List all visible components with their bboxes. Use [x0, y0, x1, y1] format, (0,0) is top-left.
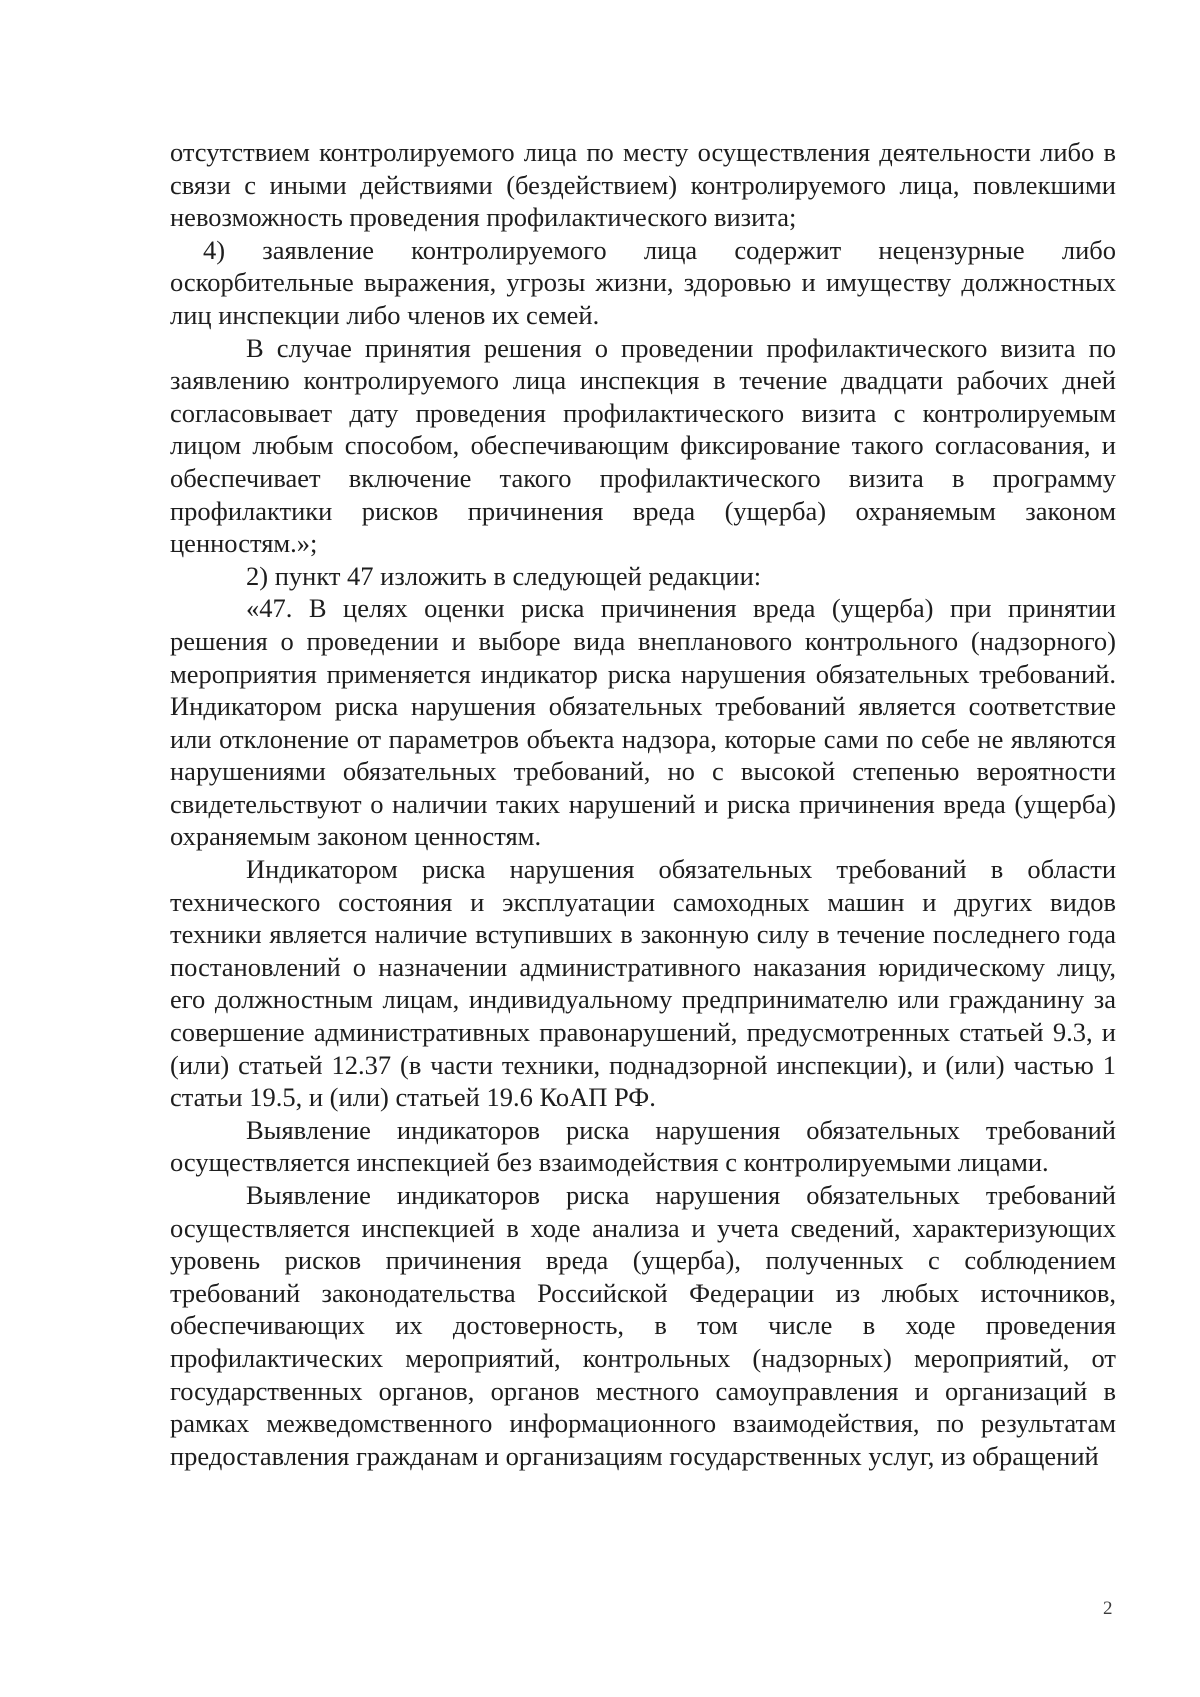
paragraph-clause-47: «47. В целях оценки риска причинения вреда (ущерба) при принятии решения о проведении и выборе вида внепланового контрольного (надзорного) мероприятия применяется индикатор риска нарушения обязательных требований. Индикатором риска нарушения обязательных требований является соответствие или отклонение от параметров объекта надзора, которые сами по себе не являются нарушениями обязательных требований, но с высокой степенью вероятности свидетельствуют о наличии таких нарушений и риска причинения вреда (ущерба) охраняемым законом ценностям. [170, 593, 1116, 852]
paragraph-detection-sources: Выявление индикаторов риска нарушения обязательных требований осуществляется инспекцией в ходе анализа и учета сведений, характеризующих уровень рисков причинения вреда (ущерба), полученных с соблюдением требований законодательства Российской Федерации из любых источников, обеспечивающих их достоверность, в том числе в ходе проведения профилактических мероприятий, контрольных (надзорных) мероприятий, от государственных органов, органов местного самоуправления и организаций в рамках межведомственного информационного взаимодействия, по результатам предоставления гражданам и организациям государственных услуг, из обращений [170, 1180, 1116, 1471]
paragraph-risk-indicator: Индикатором риска нарушения обязательных требований в области технического состояния и эксплуатации самоходных машин и других видов техники является наличие вступивших в законную силу в течение последнего года постановлений о назначении административного наказания юридическому лицу, его должностным лицам, индивидуальному предпринимателю или гражданину за совершение административных правонарушений, предусмотренных статьей 9.3, и (или) статьей 12.37 (в части техники, поднадзорной инспекции), и (или) частью 1 статьи 19.5, и (или) статьей 19.6 КоАП РФ. [170, 854, 1116, 1113]
paragraph-item-4: 4) заявление контролируемого лица содержит нецензурные либо оскорбительные выражения, угрозы жизни, здоровью и имуществу должностных лиц инспекции либо членов их семей. [170, 234, 1116, 330]
paragraph-visit-agreement: В случае принятия решения о проведении профилактического визита по заявлению контролируемого лица инспекция в течение двадцати рабочих дней согласовывает дату проведения профилактического визита с контролируемым лицом любым способом, обеспечивающим фиксирование такого согласования, и обеспечивает включение такого профилактического визита в программу профилактики рисков причинения вреда (ущерба) охраняемым законом ценностям.»; [170, 332, 1116, 559]
page-number: 2 [1103, 1598, 1113, 1619]
document-body [170, 136, 1116, 1472]
paragraph-continuation: отсутствием контролируемого лица по месту осуществления деятельности либо в связи с иными действиями (бездействием) контролируемого лица, повлекшими невозможность проведения профилактического визита; [170, 137, 1116, 233]
paragraph-detection-no-interaction: Выявление индикаторов риска нарушения обязательных требований осуществляется инспекцией без взаимодействия с контролируемыми лицами. [170, 1114, 1116, 1178]
paragraph-amendment-2: 2) пункт 47 изложить в следующей редакции: [246, 560, 762, 591]
